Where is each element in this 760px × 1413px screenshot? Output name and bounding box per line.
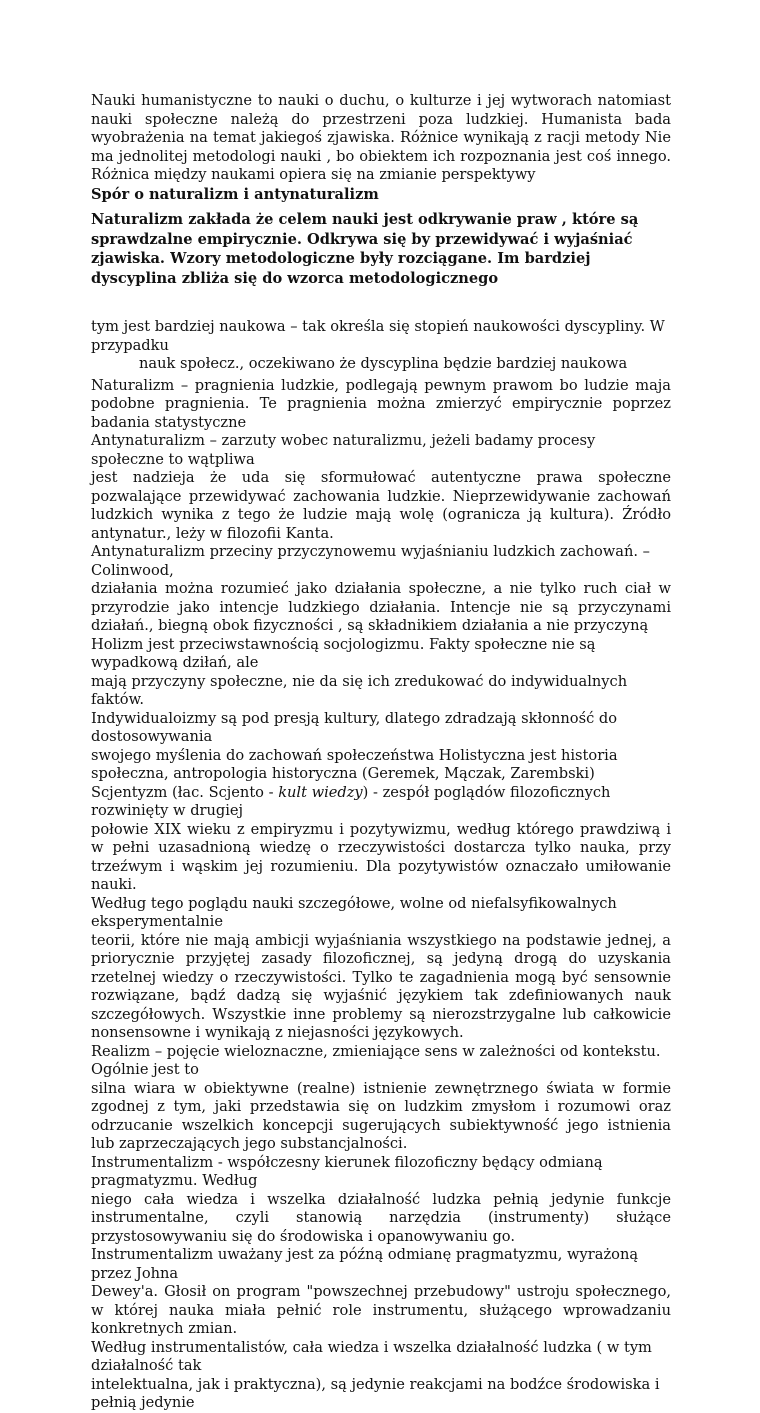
tym-line-1: tym jest bardziej naukowa – tak określa się stopień naukowości dyscypliny. W przypadku <box>91 318 665 354</box>
instrumentalizm-paragraph <box>91 1154 671 1247</box>
naturalizm-paragraph: Naturalizm – pragnienia ludzkie, podlegają pewnym prawom bo ludzie maja podobne pragnienia. Te pragnienia można zmierzyć empirycznie poprzez badania statystyczne <box>91 376 671 431</box>
scjentyzm-rest: połowie XIX wieku z empiryzmu i pozytywizmu, według którego prawdziwą i w pełni uzasadnioną wiedzę o rzeczywistości dostarcza tylko nauka, przy trzeźwym i wąskim jej rozumieniu. Dla pozytywistów oznaczało umiłowanie nauki. <box>91 820 671 893</box>
indywidualizm-paragraph <box>91 710 671 784</box>
wedlug-first-line: Według tego poglądu nauki szczegółowe, wolne od niefalsyfikowalnych eksperymentalnie <box>91 894 617 930</box>
realizm-rest: silna wiara w obiektywne (realne) istnienie zewnętrznego świata w formie zgodnej z tym, jaki przedstawia się on ludzkim zmysłom i rozumowi oraz odrzucanie wszelkich koncepcji sugerujących subiektywność jego istnienia lub zaprzeczających jego substancjalności. <box>91 1079 671 1152</box>
wedlug-rest: teorii, które nie mają ambicji wyjaśniania wszystkiego na podstawie jednej, a priorycznie przyjętej zasady filozoficznej, są jedyną drogą do uzyskania rzetelnej wiedzy o rzeczywistości. Tylko te zagadnienia mogą być sensownie rozwiązane, bądź dadzą się wyjaśnić językiem tak zdefiniowanych nauk szczegółowych. Wszystkie inne problemy są nierozstrzygalne lub całkowicie nonsensowne i wynikają z niejasności językowych. <box>91 931 671 1041</box>
scjentyzm-text-a: Scjentyzm (łac. Scjento - <box>91 783 279 801</box>
scjentyzm-paragraph <box>91 784 671 895</box>
instrumentalizm-2-paragraph <box>91 1246 671 1339</box>
realizm-paragraph <box>91 1043 671 1154</box>
realizm-first-line: Realizm – pojęcie wieloznaczne, zmieniające sens w zależności od kontekstu. Ogólnie jest to <box>91 1042 661 1078</box>
antynaturalizm-first-line: Antynaturalizm – zarzuty wobec naturalizmu, jeżeli badamy procesy społeczne to wątpliwa <box>91 432 596 468</box>
document-page <box>91 92 671 1413</box>
naturalizm-bold-paragraph: Naturalizm zakłada że celem nauki jest odkrywanie praw , które są sprawdzalne empirycznie. Odkrywa się by przewidywać i wyjaśniać zjawiska. Wzory metodologiczne były rozciągane. Im bardziej dyscyplina zbliża się do wzorca metodologicznego <box>91 211 639 287</box>
scjentyzm-text-c: ) - zespół poglądów filozoficznych rozwinięty w drugiej <box>91 783 611 819</box>
antynaturalizm-2-first-line: Antynaturalizm przeciny przyczynowemu wyjaśnianiu ludzkich zachowań. – Colinwood, <box>91 543 650 579</box>
wedlug-paragraph <box>91 895 671 1043</box>
wedlug-instrumentalistow-first-line: Według instrumentalistów, cała wiedza i wszelka działalność ludzka ( w tym działalność tak <box>91 1338 652 1374</box>
holizm-paragraph <box>91 636 671 710</box>
scjentyzm-first-line <box>91 784 671 821</box>
wedlug-instrumentalistow-paragraph <box>91 1339 671 1413</box>
antynaturalizm-rest: jest nadzieja że uda się sformułować autentyczne prawa społeczne pozwalające przewidywać zachowania ludzkie. Nieprzewidywanie zachowań ludzkich wynika z tego że ludzie mają wolę (ogranicza ją kultura). Źródło antynatur., leży w filozofii Kanta. <box>91 469 671 542</box>
tym-paragraph <box>91 318 671 374</box>
tym-line-2: nauk społecz., oczekiwano że dyscyplina będzie bardziej naukowa <box>139 355 628 372</box>
antynaturalizm-2-paragraph <box>91 543 671 636</box>
intro-paragraph: Nauki humanistyczne to nauki o duchu, o kulturze i jej wytworach natomiast nauki społeczne należą do przestrzeni poza ludzkiej. Humanista bada wyobrażenia na temat jakiegoś zjawiska. Różnice wynikają z racji metody Nie ma jednolitej metodologi nauki , bo obiektem ich rozpoznania jest coś innego. Różnica między naukami opiera się na zmianie perspektywy <box>91 92 671 183</box>
scjentyzm-italic: kult wiedzy <box>278 783 363 801</box>
antynaturalizm-paragraph <box>91 432 671 543</box>
holizm-rest: mają przyczyny społeczne, nie da się ich zredukować do indywidualnych faktów. <box>91 672 628 708</box>
indywidualizm-rest: swojego myślenia do zachowań społeczeństwa Holistyczna jest historia społeczna, antropologia historyczna (Geremek, Mączak, Zarembski) <box>91 746 618 782</box>
antynaturalizm-2-rest: działania można rozumieć jako działania społeczne, a nie tylko ruch ciał w przyrodzie jako intencje ludzkiego działania. Intencje nie są przyczynami działań., biegną obok fizyczności , są składnikiem działania a nie przyczyną <box>91 580 671 634</box>
indywidualizm-first-line: Indywidualoizmy są pod presją kultury, dlatego zdradzają skłonność do dostosowywania <box>91 709 618 745</box>
instrumentalizm-first-line: Instrumentalizm - współczesny kierunek filozoficzny będący odmianą pragmatyzmu. Według <box>91 1153 603 1189</box>
wedlug-instrumentalistow-rest: intelektualna, jak i praktyczna), są jedynie reakcjami na bodźce środowiska i pełnią jedynie <box>91 1375 660 1411</box>
instrumentalizm-2-rest: Dewey'a. Głosił on program "powszechnej przebudowy" ustroju społecznego, w której nauka miała pełnić role instrumentu, służącego wprowadzaniu konkretnych zmian. <box>91 1283 671 1337</box>
section-heading: Spór o naturalizm i antynaturalizm <box>91 185 379 203</box>
instrumentalizm-2-first-line: Instrumentalizm uważany jest za późną odmianę pragmatyzmu, wyrażoną przez Johna <box>91 1246 639 1282</box>
holizm-first-line: Holizm jest przeciwstawnością socjologizmu. Fakty społeczne nie są wypadkową dziłań, ale <box>91 635 596 671</box>
instrumentalizm-rest: niego cała wiedza i wszelka działalność ludzka pełnią jedynie funkcje instrumentalne, czyli stanowią narzędzia (instrumenty) służące przystosowywaniu się do środowiska i opanowywaniu go. <box>91 1190 671 1245</box>
